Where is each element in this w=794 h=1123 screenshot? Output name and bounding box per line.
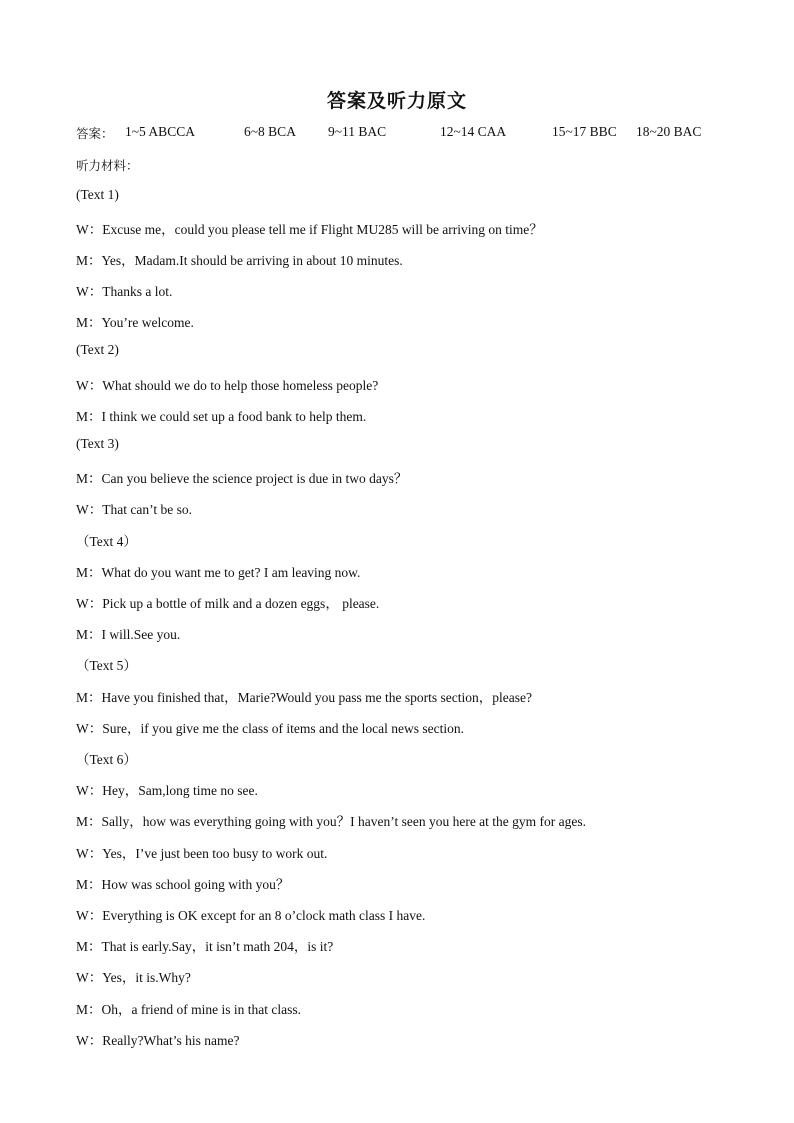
section-heading-text-2: (Text 2) xyxy=(76,342,119,357)
dialogue-line: M：I will.See you. xyxy=(76,627,181,642)
dialogue-line: M：I think we could set up a food bank to help them. xyxy=(76,409,367,424)
section-heading-text-5: （Text 5） xyxy=(76,658,137,673)
page-title: 答案及听力原文 xyxy=(326,90,467,112)
section-heading-text-1: (Text 1) xyxy=(76,187,119,202)
dialogue-line: M：Can you believe the science project is due in two days？ xyxy=(76,471,408,486)
dialogue-line: M：How was school going with you？ xyxy=(76,877,290,892)
dialogue-line: M：Yes，Madam.It should be arriving in about 10 minutes. xyxy=(76,253,403,268)
answer-key-row xyxy=(76,124,736,144)
answer-group-1: 1~5 ABCCA xyxy=(125,124,195,139)
dialogue-line: M：What do you want me to get? I am leaving now. xyxy=(76,565,361,580)
answer-group-6: 18~20 BAC xyxy=(636,124,702,139)
dialogue-line: M：Oh，a friend of mine is in that class. xyxy=(76,1002,301,1017)
dialogue-line: W：That can’t be so. xyxy=(76,502,192,517)
dialogue-line: W：Excuse me，could you please tell me if Flight MU285 will be arriving on time？ xyxy=(76,222,543,237)
dialogue-line: W：Sure，if you give me the class of items and the local news section. xyxy=(76,721,465,736)
listening-materials-label: 听力材料： xyxy=(76,158,139,173)
answer-group-3: 9~11 BAC xyxy=(328,124,387,139)
dialogue-line: W：Yes，it is.Why? xyxy=(76,970,191,985)
answer-group-4: 12~14 CAA xyxy=(440,124,507,139)
dialogue-line: W：What should we do to help those homeless people? xyxy=(76,378,379,393)
dialogue-line: W：Yes，I’ve just been too busy to work out. xyxy=(76,846,328,861)
dialogue-line: M：Sally，how was everything going with you？I haven’t seen you here at the gym for ages. xyxy=(76,814,587,829)
answer-group-2: 6~8 BCA xyxy=(244,124,296,139)
section-heading-text-3: (Text 3) xyxy=(76,436,119,451)
dialogue-line: W：Everything is OK except for an 8 o’clock math class I have. xyxy=(76,908,426,923)
dialogue-line: W：Hey，Sam,long time no see. xyxy=(76,783,258,798)
answer-key-label: 答案： xyxy=(76,126,114,141)
section-heading-text-4: （Text 4） xyxy=(76,534,137,549)
dialogue-line: W：Thanks a lot. xyxy=(76,284,173,299)
dialogue-line: W：Really?What’s his name? xyxy=(76,1033,240,1048)
dialogue-line: M：Have you finished that，Marie?Would you pass me the sports section，please? xyxy=(76,690,532,705)
dialogue-line: W：Pick up a bottle of milk and a dozen eggs， please. xyxy=(76,596,380,611)
dialogue-line: M：That is early.Say，it isn’t math 204，is it? xyxy=(76,939,334,954)
answer-group-5: 15~17 BBC xyxy=(552,124,617,139)
dialogue-line: M：You’re welcome. xyxy=(76,315,194,330)
section-heading-text-6: （Text 6） xyxy=(76,752,137,767)
